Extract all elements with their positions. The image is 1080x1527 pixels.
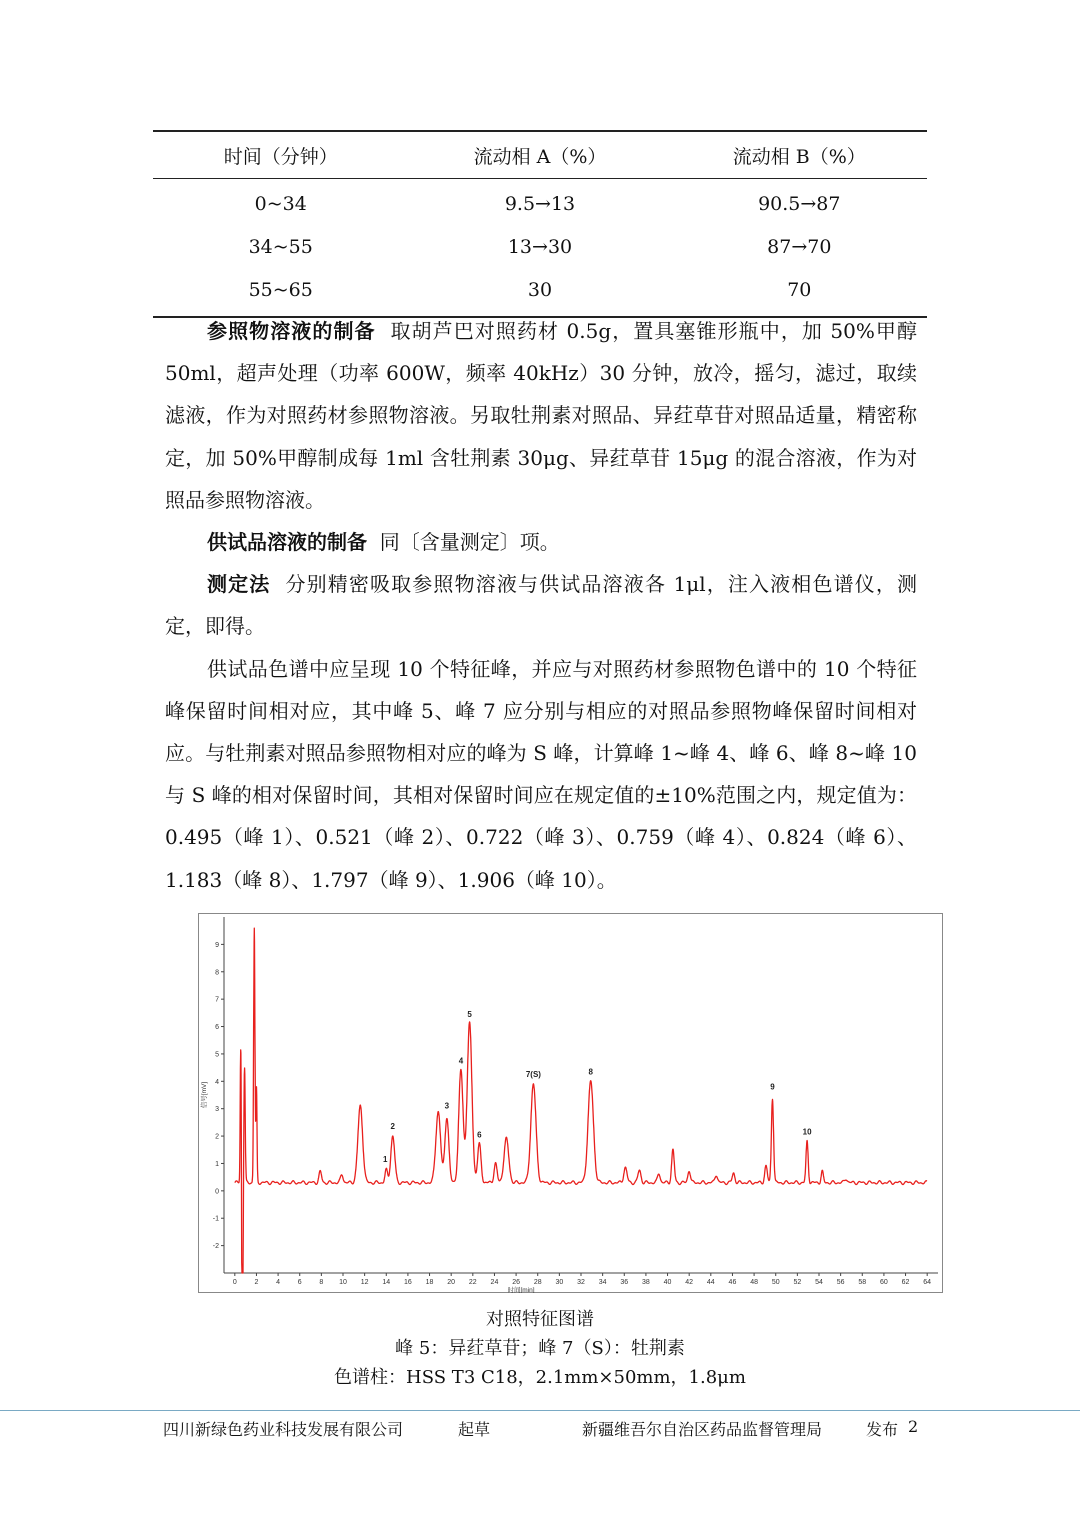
y-tick-label: 5 (215, 1051, 219, 1059)
footer-page-number: 2 (908, 1417, 919, 1436)
chart-peak-caption: 峰 5：异荭草苷；峰 7（S）：牡荆素 (395, 1338, 685, 1359)
body-text (165, 310, 917, 901)
y-tick-label: 0 (215, 1188, 219, 1196)
table-cell: 34~55 (248, 235, 313, 258)
table-header-time: 时间（分钟） (223, 145, 338, 168)
paragraph-body: 取胡芦巴对照药材 0.5g，置具塞锥形瓶中，加 50%甲醇 50ml，超声处理（功率 600W，频率 40kHz）30 分钟，放冷，摇匀，滤过，取续滤液，作为对照药材参照物溶液。另取牡荆素对照品、异荭草苷对照品适量，精密称定，加 50%甲醇制成每 1ml 含牡荆素 30μg、异荭草苷 15μg 的混合溶液，作为对照品参照物溶液。 (165, 319, 918, 512)
table-header-phase-a: 流动相 A（%） (473, 145, 607, 168)
paragraph-title: 测定法 (207, 572, 271, 597)
table-cell: 87→70 (767, 235, 832, 258)
x-tick-label: 56 (836, 1279, 845, 1286)
table-cell: 90.5→87 (758, 192, 841, 215)
y-tick-label: -1 (212, 1215, 219, 1223)
x-tick-label: 16 (404, 1279, 412, 1286)
table-cell: 13→30 (507, 235, 573, 258)
paragraph-conclusion: 供试品色谱中应呈现 10 个特征峰，并应与对照药材参照物色谱中的 10 个特征峰保留时间相对应，其中峰 5、峰 7 应分别与相应的对照品参照物峰保留时间相对应。与牡荆素对照品参照物相对应的峰为 S 峰，计算峰 1~峰 4、峰 6、峰 8~峰 10 与 S 峰的相对保留时间，其相对保留时间应在规定值的±10%范围之内，规定值为：0.495（峰 1）、0.521（峰 2）、0.722（峰 3）、0.759（峰 4）、0.824（峰 6）、1.183（峰 8）、1.797（峰 9）、1.906（峰 10）。 (165, 656, 917, 892)
table-cell: 30 (527, 278, 553, 301)
footer-drafter: 四川新绿色药业科技发展有限公司 (163, 1420, 404, 1439)
footer-drafter-role: 起草 (458, 1420, 491, 1439)
x-tick-label: 18 (425, 1279, 434, 1286)
x-tick-label: 42 (685, 1279, 694, 1286)
x-tick-label: 50 (771, 1279, 780, 1286)
x-tick-label: 48 (750, 1279, 758, 1286)
peak-label: 7(S) (525, 1070, 541, 1080)
peak-label: 6 (477, 1130, 482, 1140)
peak-label: 3 (444, 1101, 450, 1111)
y-tick-label: 7 (215, 996, 219, 1004)
table-cell: 70 (787, 278, 812, 301)
peak-label: 1 (382, 1155, 388, 1165)
x-tick-label: 54 (815, 1279, 823, 1286)
chart-title: 对照特征图谱 (486, 1309, 594, 1330)
x-tick-label: 20 (447, 1279, 456, 1286)
x-tick-label: 4 (276, 1279, 281, 1286)
y-axis-label: 信号[mV] (201, 1081, 208, 1109)
y-tick-label: 2 (215, 1133, 219, 1141)
x-tick-label: 12 (360, 1279, 369, 1286)
x-axis-label: 时间[min] (507, 1287, 535, 1293)
y-tick-label: 9 (215, 941, 219, 949)
x-tick-label: 58 (858, 1279, 867, 1286)
peak-label: 4 (458, 1056, 464, 1066)
peak-label: 9 (770, 1082, 775, 1092)
table-row (153, 225, 927, 268)
chromatogram-trace (235, 928, 927, 1273)
table-row (153, 179, 927, 226)
chart-column-caption: 色谱柱：HSS T3 C18，2.1mm×50mm，1.8μm (334, 1367, 746, 1388)
footer-publisher-role: 发布 (866, 1420, 899, 1439)
table-cell: 0~34 (254, 192, 307, 215)
chart-frame (199, 914, 943, 1293)
x-tick-label: 6 (297, 1279, 302, 1286)
x-tick-label: 14 (382, 1279, 391, 1286)
x-tick-label: 52 (793, 1279, 802, 1286)
peak-label: 8 (588, 1067, 593, 1077)
x-tick-label: 36 (620, 1279, 629, 1286)
table-cell: 55~65 (248, 278, 313, 301)
y-tick-label: 4 (215, 1078, 219, 1086)
gradient-table (153, 130, 927, 318)
chromatogram-chart (198, 913, 943, 1293)
y-tick-label: 3 (215, 1106, 219, 1114)
x-tick-label: 26 (512, 1279, 520, 1286)
paragraph-title: 参照物溶液的制备 (207, 319, 376, 343)
y-tick-label: 1 (215, 1160, 219, 1168)
x-tick-label: 62 (901, 1279, 910, 1286)
x-tick-label: 60 (880, 1279, 888, 1286)
paragraph-body: 分别精密吸取参照物溶液与供试品溶液各 1μl，注入液相色谱仪，测定，即得。 (165, 572, 918, 639)
x-tick-label: 30 (555, 1279, 564, 1286)
table-header-phase-b: 流动相 B（%） (732, 145, 866, 168)
y-tick-label: 6 (215, 1024, 219, 1032)
y-tick-label: -2 (212, 1243, 219, 1251)
x-tick-label: 10 (339, 1279, 347, 1286)
paragraph-method (165, 563, 917, 647)
x-tick-label: 22 (468, 1279, 477, 1286)
x-tick-label: 40 (663, 1279, 672, 1286)
x-tick-label: 64 (923, 1279, 932, 1286)
x-tick-label: 0 (232, 1279, 237, 1286)
table-cell: 9.5→13 (504, 192, 576, 215)
footer-publisher: 新疆维吾尔自治区药品监督管理局 (582, 1420, 823, 1439)
paragraph-body: 同〔含量测定〕项。 (379, 530, 560, 555)
peak-label: 5 (467, 1009, 472, 1019)
x-tick-label: 24 (490, 1279, 499, 1286)
paragraph-sample-prep (165, 521, 917, 563)
x-tick-label: 32 (577, 1279, 585, 1286)
x-tick-label: 44 (706, 1279, 715, 1286)
paragraph-title: 供试品溶液的制备 (207, 530, 367, 555)
x-tick-label: 46 (728, 1279, 737, 1286)
x-tick-label: 8 (319, 1279, 324, 1286)
peak-label: 10 (802, 1127, 812, 1137)
paragraph-reference-prep (165, 310, 917, 521)
x-tick-label: 2 (254, 1279, 259, 1286)
peak-label: 2 (390, 1122, 395, 1132)
x-tick-label: 28 (533, 1279, 542, 1286)
x-tick-label: 38 (642, 1279, 650, 1286)
y-tick-label: 8 (215, 969, 219, 977)
x-tick-label: 34 (598, 1279, 607, 1286)
footer-divider (0, 1410, 1080, 1411)
